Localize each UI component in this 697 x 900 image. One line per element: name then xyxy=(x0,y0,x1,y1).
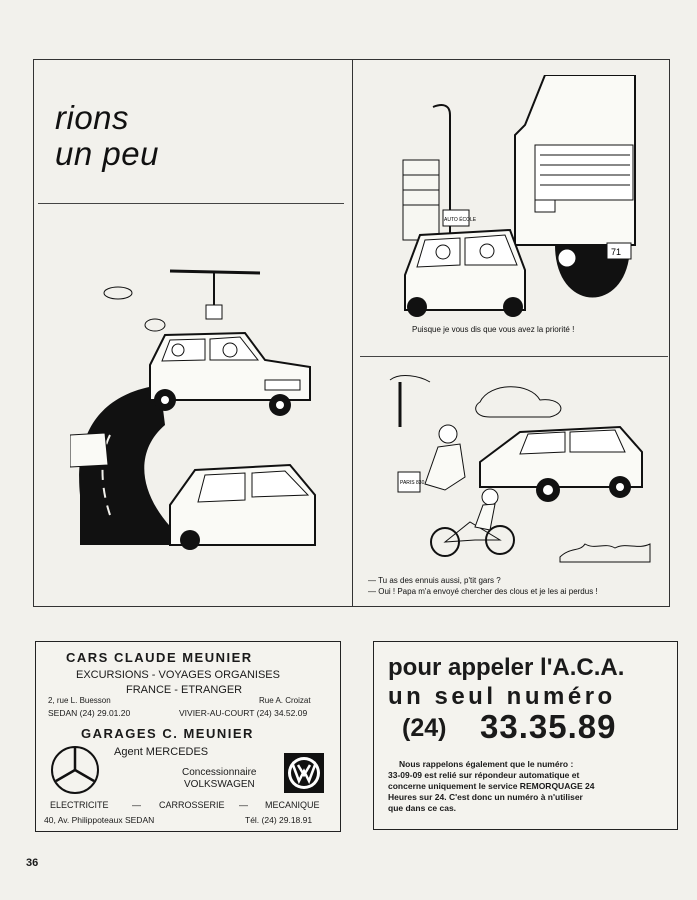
panel-separator xyxy=(360,356,668,357)
meunier-service-separator-2: — xyxy=(239,800,248,810)
mercedes-logo-icon xyxy=(50,745,100,795)
meunier-address-bottom: 40, Av. Philippoteaux SEDAN xyxy=(44,815,155,825)
aca-body-line-5: que dans ce cas. xyxy=(388,803,457,813)
meunier-concession-line-1: Concessionnaire xyxy=(182,767,257,778)
cartoon3-caption xyxy=(368,575,598,597)
meunier-company-name: CARS CLAUDE MEUNIER xyxy=(66,650,253,665)
page-number: 36 xyxy=(26,857,39,869)
meunier-address-right-2: VIVIER-AU-COURT (24) 34.52.09 xyxy=(179,708,308,718)
cartoon2-caption: Puisque je vous dis que vous avez la priorité ! xyxy=(412,325,575,334)
meunier-address-left-1: 2, rue L. Buesson xyxy=(48,696,111,705)
section-title xyxy=(55,100,159,172)
title-separator xyxy=(38,203,344,204)
meunier-service-separator-1: — xyxy=(132,800,141,810)
aca-phone-number: 33.35.89 xyxy=(480,708,617,745)
meunier-services-line-1: EXCURSIONS - VOYAGES ORGANISES xyxy=(76,669,280,681)
aca-body-line-4: Heures sur 24. C'est donc un numéro à n'utiliser xyxy=(388,792,583,802)
driving-school-sign: AUTO ÉCOLE xyxy=(444,217,477,223)
aca-headline-2: un seul numéro xyxy=(388,683,616,710)
title-line-2: un peu xyxy=(55,135,159,172)
column-divider xyxy=(352,59,353,607)
title-line-1: rions xyxy=(55,99,130,136)
cartoon3-caption-line-2: — Oui ! Papa m'a envoyé chercher des clous et je les ai perdus ! xyxy=(368,587,598,596)
meunier-address-left-2: SEDAN (24) 29.01.20 xyxy=(48,708,131,718)
volkswagen-logo-icon xyxy=(284,753,324,793)
meunier-garage-name: GARAGES C. MEUNIER xyxy=(81,726,254,741)
truck-plate: 71 xyxy=(611,247,622,257)
meunier-services-line-2: FRANCE - ETRANGER xyxy=(126,684,243,696)
meunier-service-electricite: ELECTRICITE xyxy=(50,800,109,810)
meunier-address-right-1: Rue A. Croizat xyxy=(259,696,311,705)
cartoon-bicycle-boy xyxy=(380,372,660,572)
aca-body-line-3: concerne uniquement le service REMORQUAGE 24 xyxy=(388,781,595,791)
cartoon-helicopter-car xyxy=(70,255,320,555)
aca-body-text xyxy=(388,759,668,814)
meunier-advertisement xyxy=(35,641,341,832)
aca-body-line-2: 33-09-09 est relié sur répondeur automatique et xyxy=(388,770,580,780)
cartoon3-sign: PARIS 830 xyxy=(400,480,425,486)
meunier-service-mecanique: MECANIQUE xyxy=(265,800,320,810)
aca-advertisement xyxy=(373,641,678,830)
meunier-concession-line-2: VOLKSWAGEN xyxy=(184,779,255,790)
meunier-service-carrosserie: CARROSSERIE xyxy=(159,800,225,810)
meunier-agent-label: Agent MERCEDES xyxy=(114,746,209,758)
cartoon-truck-driving-school xyxy=(395,75,645,330)
aca-headline-1: pour appeler l'A.C.A. xyxy=(388,654,625,681)
meunier-phone: Tél. (24) 29.18.91 xyxy=(245,815,313,825)
aca-area-code: (24) xyxy=(402,714,447,742)
cartoon3-caption-line-1: — Tu as des ennuis aussi, p'tit gars ? xyxy=(368,576,501,585)
aca-body-line-1: Nous rappelons également que le numéro : xyxy=(399,759,574,769)
